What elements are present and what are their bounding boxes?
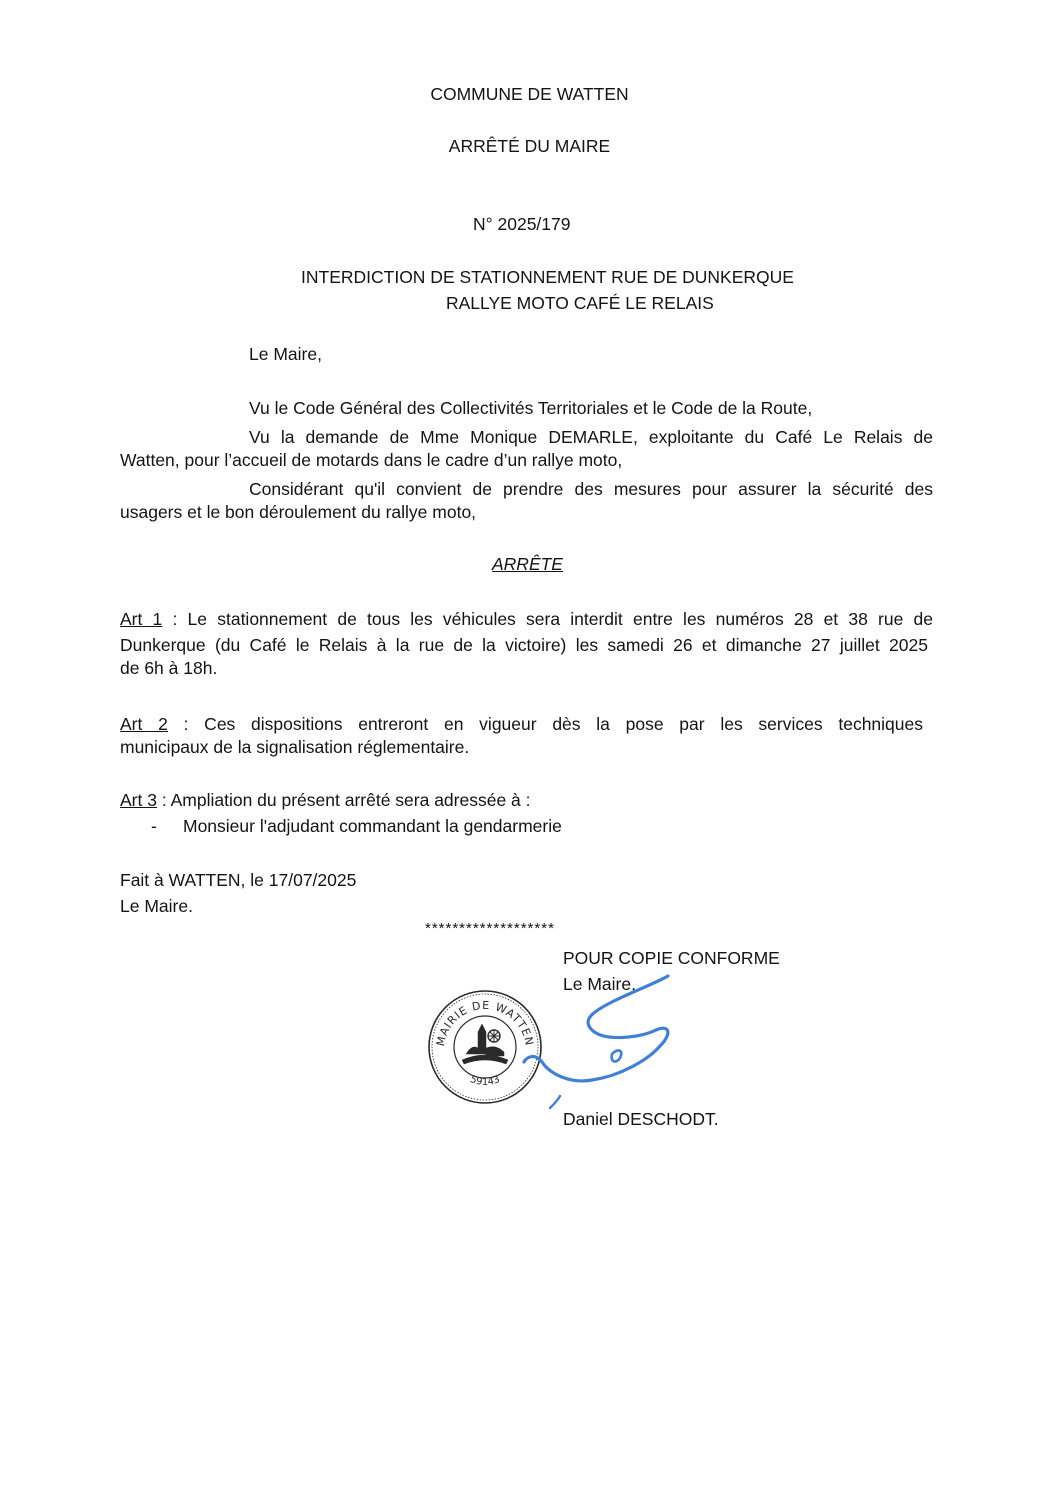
salutation: Le Maire,: [249, 344, 322, 364]
decree-heading: ARRÊTE: [492, 554, 563, 574]
considerant-line-2: usagers et le bon déroulement du rallye moto,: [120, 502, 477, 522]
vu-demande-line-2: Watten, pour l’accueil de motards dans le cadre d’un rallye moto,: [120, 450, 623, 470]
article-1-line-1: [120, 606, 933, 632]
mayor-signature: [520, 968, 700, 1118]
decree-number: N° 2025/179: [473, 214, 571, 234]
article-1-label: Art 1: [120, 609, 163, 629]
recipient-dash: -: [151, 816, 157, 836]
article-1-line-3: de 6h à 18h.: [120, 658, 218, 678]
vu-demande-line-1: Vu la demande de Mme Monique DEMARLE, exploitante du Café Le Relais de: [249, 427, 933, 447]
article-2-line-1: [120, 711, 923, 737]
recipient-gendarmerie: Monsieur l'adjudant commandant la gendarmerie: [183, 816, 562, 836]
article-1-text-1: : Le stationnement de tous les véhicules sera interdit entre les numéros 28 et 38 rue de: [162, 609, 933, 629]
place-date: Fait à WATTEN, le 17/07/2025: [120, 870, 357, 890]
considerant-line-1: Considérant qu'il convient de prendre des mesures pour assurer la sécurité des: [249, 479, 933, 499]
article-1-line-2: Dunkerque (du Café le Relais à la rue de la victoire) les samedi 26 et dimanche 27 juillet 2025: [120, 635, 928, 655]
article-2-text-1: : Ces dispositions entreront en vigueur dès la pose par les services techniques: [167, 714, 923, 734]
seal-emblem-icon: [462, 1024, 508, 1064]
article-2-label: Art 2: [120, 714, 168, 734]
seal-bottom-text: 59143: [468, 1073, 502, 1088]
article-3-line-1: [120, 790, 531, 811]
vu-code-general: Vu le Code Général des Collectivités Territoriales et le Code de la Route,: [249, 398, 813, 418]
signer-name: Daniel DESCHODT.: [563, 1109, 719, 1129]
copy-signer-title: Le Maire,: [563, 974, 636, 994]
signer-title: Le Maire.: [120, 896, 193, 916]
separator-stars: *******************: [425, 920, 555, 937]
article-2-line-2: municipaux de la signalisation réglementaire.: [120, 737, 470, 757]
svg-text:59143: [468, 1074, 501, 1088]
copy-conforme-label: POUR COPIE CONFORME: [563, 948, 780, 968]
article-3-text-1: : Ampliation du présent arrêté sera adressée à :: [156, 790, 531, 810]
subject-line-2: RALLYE MOTO CAFÉ LE RELAIS: [446, 293, 714, 313]
subject-line-1: INTERDICTION DE STATIONNEMENT RUE DE DUNKERQUE: [301, 267, 794, 287]
commune-title: COMMUNE DE WATTEN: [430, 84, 629, 104]
article-3-label: Art 3: [120, 790, 157, 810]
seal-top-text: MAIRIE DE WATTEN: [434, 998, 536, 1048]
decree-type: ARRÊTÉ DU MAIRE: [448, 136, 611, 156]
